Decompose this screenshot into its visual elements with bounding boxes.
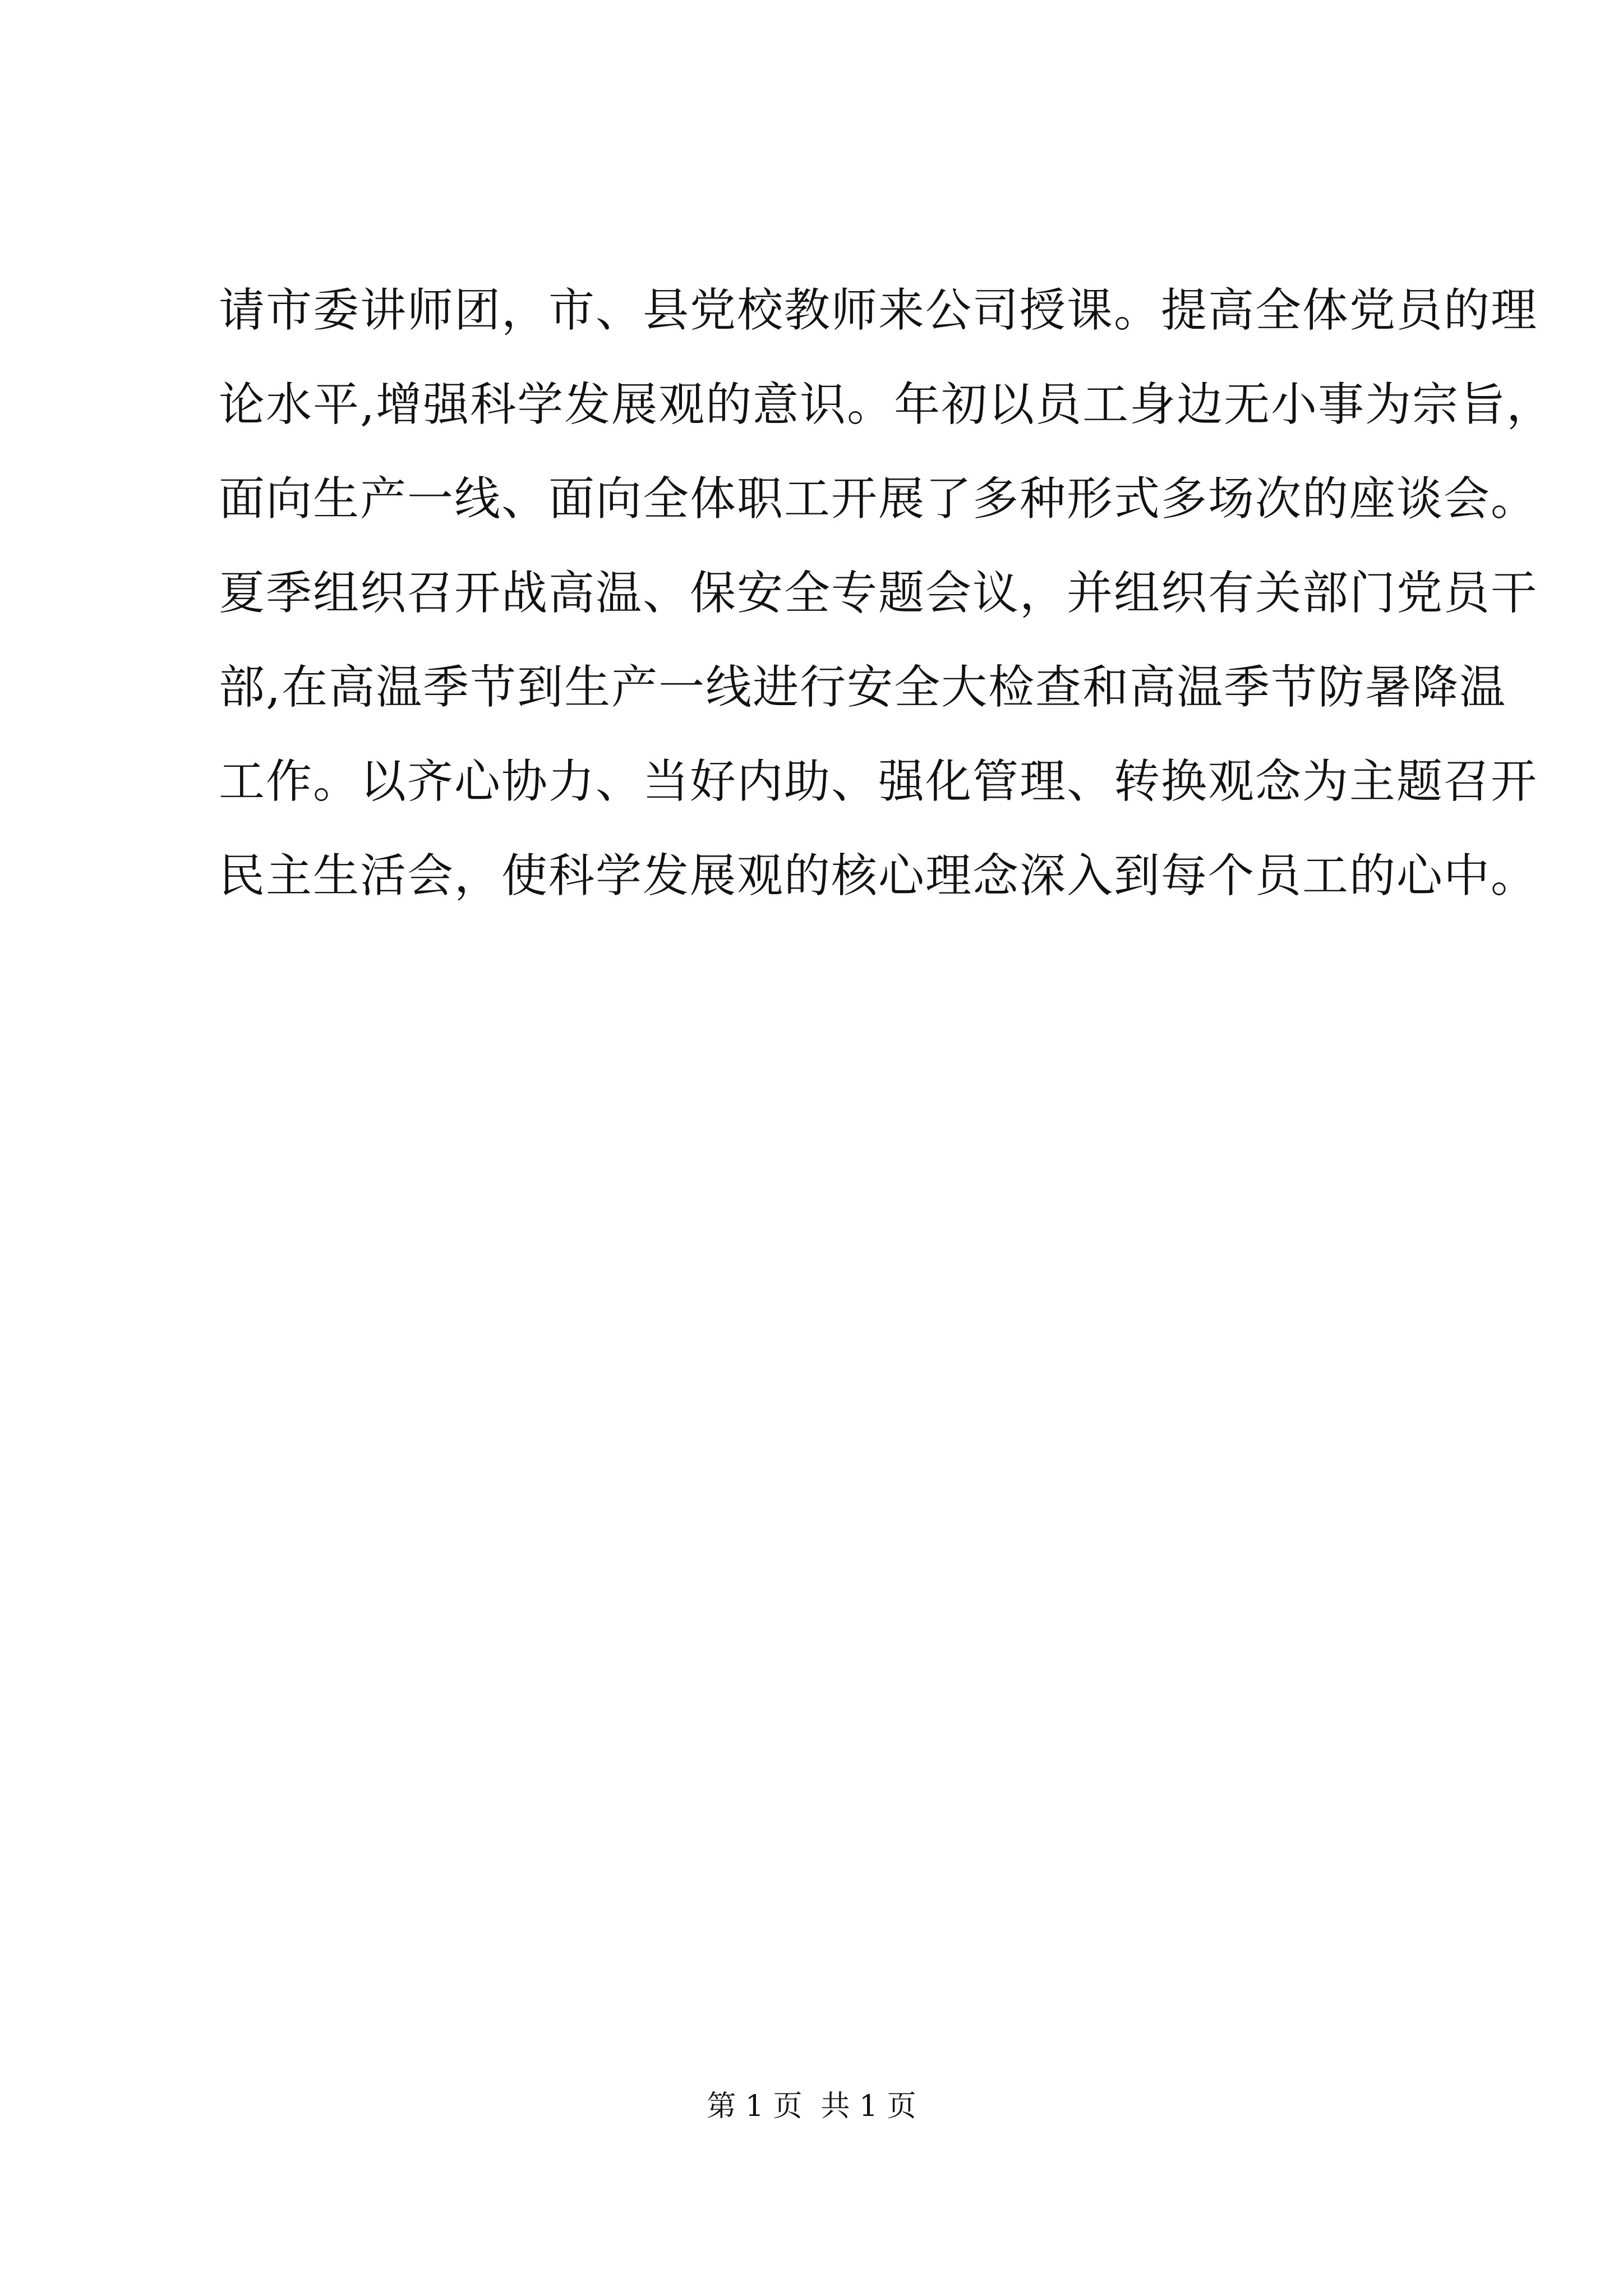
paragraph-line: 论水平,增强科学发展观的意识。年初以员工身边无小事为宗旨， (219, 378, 1554, 431)
body-paragraph (219, 264, 1554, 923)
paragraph-line: 请市委讲师团，市、县党校教师来公司授课。提高全体党员的理 (219, 284, 1538, 337)
paragraph-line: 民主生活会，使科学发展观的核心理念深入到每个员工的心中。 (219, 849, 1538, 903)
page-number-footer: 第 1 页 共 1 页 (707, 2090, 916, 2123)
paragraph-line: 部,在高温季节到生产一线进行安全大检查和高温季节防暑降温 (219, 661, 1507, 714)
paragraph-line: 工作。以齐心协力、当好内助、强化管理、转换观念为主题召开 (219, 755, 1538, 808)
paragraph-line: 夏季组织召开战高温、保安全专题会议，并组织有关部门党员干 (219, 567, 1538, 620)
paragraph-line: 面向生产一线、面向全体职工开展了多种形式多场次的座谈会。 (219, 472, 1538, 526)
